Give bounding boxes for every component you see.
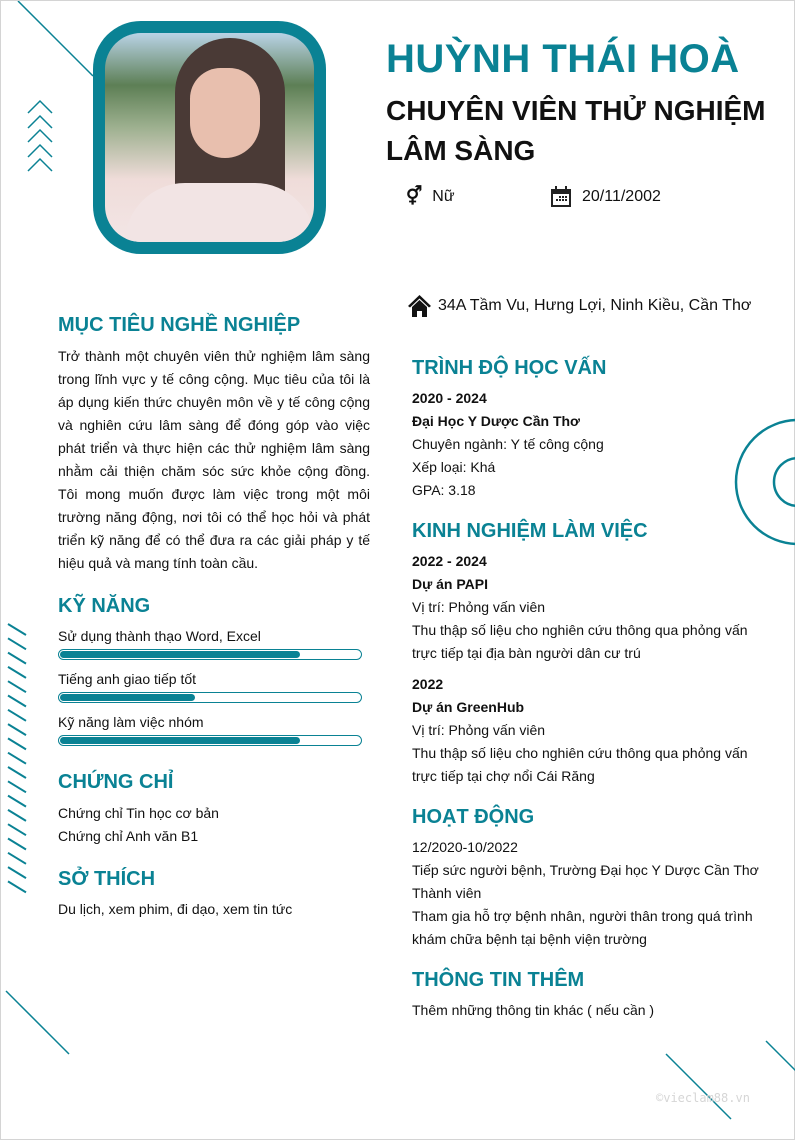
candidate-name: HUỲNH THÁI HOÀ (386, 37, 740, 81)
address-value: 34A Tầm Vu, Hưng Lợi, Ninh Kiều, Cần Thơ (438, 297, 752, 314)
stripe (8, 667, 26, 678)
hobbies-heading: SỞ THÍCH (58, 868, 156, 890)
stripe (8, 653, 26, 664)
decor-circle-inner (774, 458, 795, 506)
profile-photo (105, 33, 314, 242)
skill-bar-fill (60, 651, 300, 658)
activities-heading: HOẠT ĐỘNG (412, 806, 535, 828)
stripe (8, 824, 26, 835)
activity-org: Tiếp sức người bệnh, Trường Đại học Y Dược Cần Thơ (412, 862, 759, 878)
job-title: CHUYÊN VIÊN THỬ NGHIỆM LÂM SÀNG (386, 95, 766, 166)
experience-period: 2022 - 2024 (412, 553, 487, 569)
extra-text: Thêm những thông tin khác ( nếu cần ) (412, 1002, 655, 1018)
skill-bar (58, 692, 362, 703)
stripe (8, 781, 26, 792)
stripe (8, 681, 26, 692)
profile-photo-frame (93, 21, 326, 254)
education-details (412, 387, 604, 502)
education-major: Chuyên ngành: Y tế công cộng (412, 436, 604, 452)
skill-label: Kỹ năng làm việc nhóm (58, 714, 204, 730)
experience-period: 2022 (412, 676, 444, 692)
home-icon (407, 294, 432, 318)
activity-role: Thành viên (412, 885, 482, 901)
decor-line (766, 1041, 795, 1071)
objective-heading: MỤC TIÊU NGHỀ NGHIỆP (58, 314, 301, 336)
skills-heading: KỸ NĂNG (58, 595, 151, 617)
experience-desc: Thu thập số liệu cho nghiên cứu thông qua phỏng vấn (412, 745, 748, 761)
decor-line (6, 991, 69, 1054)
experience-project: Dự án GreenHub (412, 699, 525, 715)
stripe (8, 853, 26, 864)
gender-value: Nữ (432, 187, 455, 205)
skill-bar (58, 735, 362, 746)
stripe (8, 638, 26, 649)
stripe (8, 839, 26, 850)
address-info (407, 294, 751, 318)
extra-heading: THÔNG TIN THÊM (412, 969, 585, 991)
stripe (8, 710, 26, 721)
skill-label: Sử dụng thành thạo Word, Excel (58, 628, 261, 644)
education-rank: Xếp loại: Khá (412, 459, 496, 475)
skill-bar (58, 649, 362, 660)
education-school: Đại Học Y Dược Cần Thơ (412, 413, 581, 429)
birthdate-info (550, 186, 661, 208)
education-period: 2020 - 2024 (412, 390, 487, 406)
skill-bar-fill (60, 737, 300, 744)
stripe (8, 810, 26, 821)
decor-line (18, 1, 93, 76)
gender-info (406, 186, 455, 207)
experience-position: Vị trí: Phỏng vấn viên (412, 722, 546, 738)
stripe (8, 881, 26, 892)
gender-icon: ⚥ (406, 186, 423, 206)
birthdate-value: 20/11/2002 (582, 188, 661, 205)
activity-period: 12/2020-10/2022 (412, 839, 518, 855)
chevrons-icon (28, 101, 52, 171)
certificates-list (58, 802, 219, 848)
stripe (8, 867, 26, 878)
calendar-icon (550, 186, 572, 208)
decor-line (666, 1054, 731, 1119)
education-heading: TRÌNH ĐỘ HỌC VẤN (412, 357, 607, 379)
skill-label: Tiếng anh giao tiếp tốt (58, 671, 197, 687)
experience-position: Vị trí: Phỏng vấn viên (412, 599, 546, 615)
certificates-heading: CHỨNG CHỈ (58, 771, 174, 793)
activity-desc: khám chữa bệnh tại bệnh viện trường (412, 931, 647, 947)
stripe (8, 753, 26, 764)
objective-text: Trở thành một chuyên viên thử nghiệm lâm sàng trong lĩnh vực y tế công cộng. Mục tiêu của tôi là áp dụng kiến thức chuyên môn về y tế công cộng và nghiên cứu lâm sàng để đóng góp vào việc phát triển và thực hiện các thử nghiệm lâm sàng nhằm cải thiện chăm sóc sức khỏe cộng đồng. Tôi mong muốn được làm việc trong một môi trường năng động, nơi tôi có thể học hỏi và phát triển kỹ năng để có thể đưa ra các giải pháp y tế hiệu quả và mang tính toàn cầu. (58, 348, 370, 571)
experience-desc: trực tiếp tại chợ nổi Cái Răng (412, 768, 595, 784)
stripe (8, 767, 26, 778)
stripe (8, 796, 26, 807)
stripe (8, 696, 26, 707)
decor-circle-outer (736, 420, 795, 544)
experience-desc: Thu thập số liệu cho nghiên cứu thông qua phỏng vấn (412, 622, 748, 638)
experience-list (412, 550, 748, 788)
certificate-item: Chứng chỉ Tin học cơ bản (58, 805, 219, 821)
watermark: ©vieclam88.vn (656, 1091, 750, 1105)
stripe (8, 724, 26, 735)
experience-heading: KINH NGHIỆM LÀM VIỆC (412, 520, 648, 542)
activities-details (412, 836, 759, 951)
skill-bar-fill (60, 694, 195, 701)
stripes-decor (8, 624, 26, 892)
experience-project: Dự án PAPI (412, 576, 489, 592)
hobbies-text: Du lịch, xem phim, đi dạo, xem tin tức (58, 901, 293, 917)
experience-desc: trực tiếp tại địa bàn người dân cư trú (412, 645, 641, 661)
stripe (8, 738, 26, 749)
stripe (8, 624, 26, 635)
certificate-item: Chứng chỉ Anh văn B1 (58, 828, 199, 844)
education-gpa: GPA: 3.18 (412, 482, 476, 498)
activity-desc: Tham gia hỗ trợ bệnh nhân, người thân trong quá trình (412, 908, 753, 924)
